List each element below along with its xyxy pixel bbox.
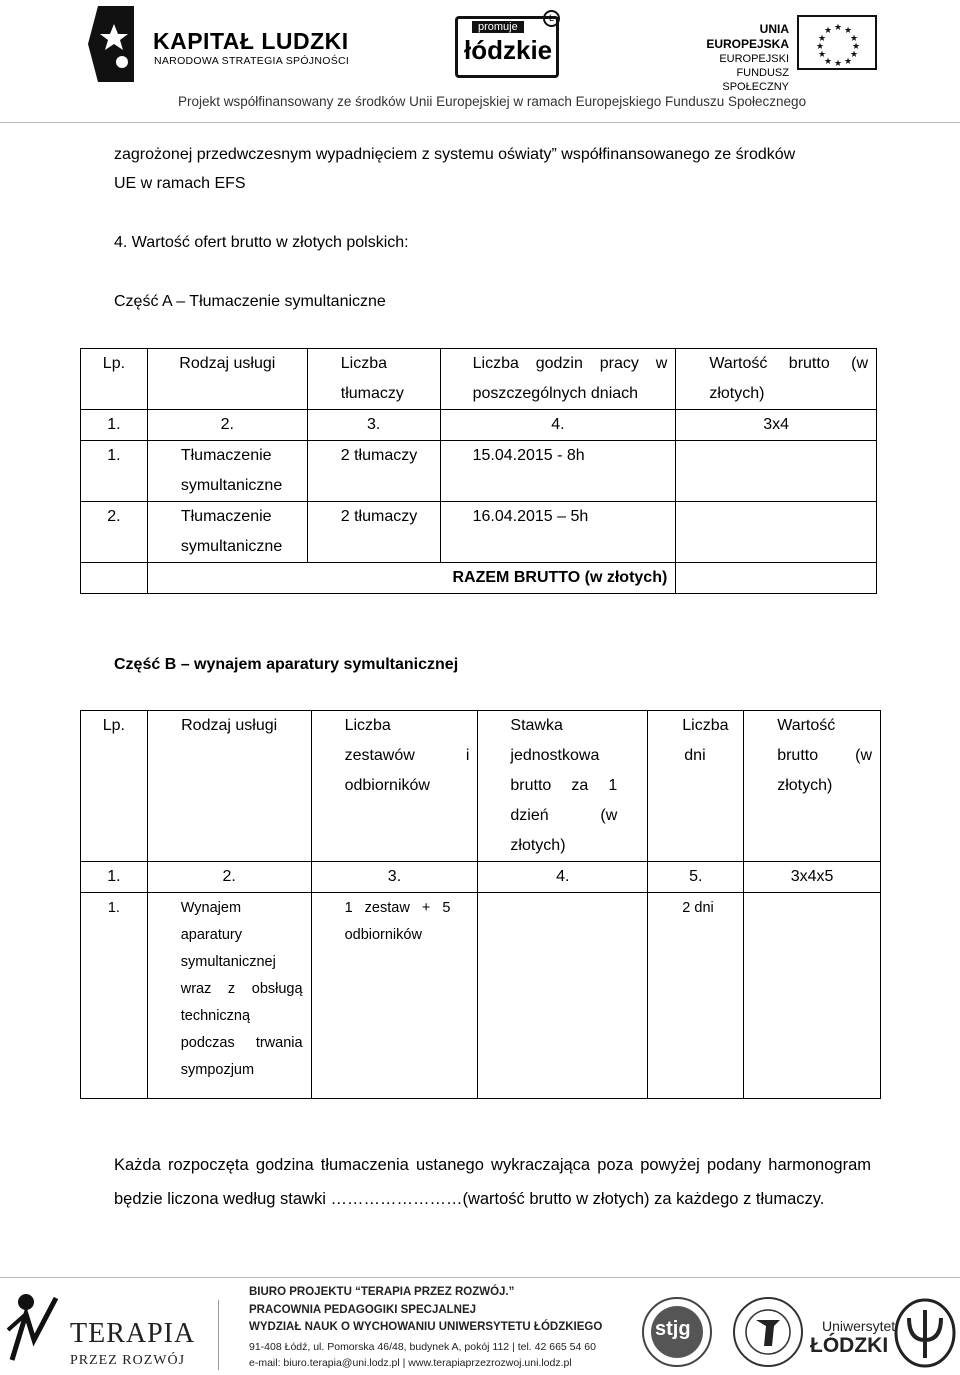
psi-logo-icon xyxy=(893,1296,957,1370)
footer-divider xyxy=(0,1277,960,1278)
header-divider xyxy=(0,122,960,123)
header-dni-line2: dni xyxy=(684,747,706,764)
promuje-lodzkie-logo xyxy=(455,16,559,78)
row-rodzaj-line: podczas trwania xyxy=(180,1035,303,1051)
num-cell: 3. xyxy=(307,410,440,441)
svg-text:★: ★ xyxy=(818,50,827,60)
num-cell: 1. xyxy=(81,410,148,441)
row-dni: 2 dni xyxy=(648,893,744,1099)
promuje-label: promuje xyxy=(472,21,524,33)
row-rodzaj xyxy=(147,502,307,563)
svg-text:★: ★ xyxy=(834,59,843,69)
row-rodzaj xyxy=(147,441,307,502)
row-liczba xyxy=(311,893,478,1099)
ue-line3: FUNDUSZ SPOŁECZNY xyxy=(722,67,789,93)
svg-text:★: ★ xyxy=(850,50,859,60)
svg-text:★: ★ xyxy=(850,34,859,44)
svg-text:★: ★ xyxy=(844,26,853,36)
row-lp: 1. xyxy=(81,893,148,1099)
uni-label-2: ŁÓDZKI xyxy=(810,1334,889,1357)
header-liczba-line2: tłumaczy xyxy=(340,385,404,402)
row-rodzaj-line: aparatury xyxy=(180,927,242,943)
num-cell: 1. xyxy=(81,862,148,893)
row-wartosc[interactable] xyxy=(744,893,881,1099)
table-total-row xyxy=(81,563,877,594)
num-cell: 2. xyxy=(147,410,307,441)
svg-text:★: ★ xyxy=(834,23,843,33)
header-godzin-line2: poszczególnych dniach xyxy=(472,385,639,402)
num-cell: 3. xyxy=(311,862,478,893)
header-wartosc xyxy=(676,349,877,410)
closing-paragraph: Każda rozpoczęta godzina tłumaczenia ustanego wykraczająca poza powyżej podany harmonogram będzie liczona według stawki ……………………(wartość brutto w złotych) za każdego z tłumaczy. xyxy=(114,1156,871,1208)
row-stawka[interactable] xyxy=(478,893,648,1099)
header-stawka-line1: Stawka xyxy=(510,717,563,734)
header-stawka-line5: złotych) xyxy=(510,837,566,854)
row-rodzaj-line: Wynajem xyxy=(180,900,242,916)
university-seal-icon xyxy=(732,1296,804,1368)
lodzkie-label: łódzkie xyxy=(464,35,553,65)
header-stawka-line4: dzień (w xyxy=(510,807,618,824)
row-lp: 1. xyxy=(81,441,148,502)
part-a-table xyxy=(80,348,877,594)
header-wartosc-line2: złotych) xyxy=(709,385,765,402)
row-rodzaj-line: techniczną xyxy=(180,1008,251,1024)
header-liczba-line2: zestawów i xyxy=(344,747,470,764)
num-cell: 3x4 xyxy=(676,410,877,441)
table-row xyxy=(81,893,881,1099)
part-a-title: Część A – Tłumaczenie symultaniczne xyxy=(114,293,386,310)
header-wartosc-line1: Wartość xyxy=(777,717,836,734)
table-number-row xyxy=(81,862,881,893)
header-wartosc-line1: Wartość brutto (w xyxy=(709,355,868,372)
header-liczba xyxy=(307,349,440,410)
row-wartosc[interactable] xyxy=(676,502,877,563)
header-stawka-line2: jednostkowa xyxy=(510,747,600,764)
table-row xyxy=(81,441,877,502)
kapital-ludzki-logo-icon xyxy=(84,4,144,84)
header-stawka-line3: brutto za 1 xyxy=(510,777,618,794)
kl-title: KAPITAŁ LUDZKI xyxy=(153,28,349,54)
num-cell: 2. xyxy=(147,862,311,893)
row-rodzaj-line: wraz z obsługą xyxy=(180,981,303,997)
row-rodzaj-line: symultanicznej xyxy=(180,954,276,970)
row-wartosc[interactable] xyxy=(676,441,877,502)
footer-line1: BIURO PROJEKTU “TERAPIA PRZEZ ROZWÓJ.” xyxy=(249,1286,515,1298)
header-godzin-line1: Liczba godzin pracy w xyxy=(472,355,668,372)
eu-flag-icon xyxy=(797,15,877,70)
ue-line1: UNIA EUROPEJSKA xyxy=(706,22,789,51)
footer-line2: PRACOWNIA PEDAGOGIKI SPECJALNEJ xyxy=(249,1304,477,1316)
intro-line1: zagrożonej przedwczesnym wypadnięciem z systemu oświaty” współfinansowanego ze środków xyxy=(114,146,796,163)
svg-text:★: ★ xyxy=(818,34,827,44)
row-godzin: 16.04.2015 – 5h xyxy=(440,502,676,563)
num-cell: 4. xyxy=(440,410,676,441)
header-liczba xyxy=(311,711,478,862)
total-label: RAZEM BRUTTO (w złotych) xyxy=(147,563,675,594)
table-header-row xyxy=(81,711,881,862)
header-wartosc xyxy=(744,711,881,862)
svg-text:★: ★ xyxy=(824,26,833,36)
euro-icon: Ł xyxy=(543,10,560,27)
ue-line2: EUROPEJSKI xyxy=(719,53,789,65)
part-b-table xyxy=(80,710,881,1099)
stjg-label: stjg xyxy=(655,1318,691,1340)
header-stawka xyxy=(478,711,648,862)
header-lp: Lp. xyxy=(81,711,148,862)
total-empty xyxy=(81,563,148,594)
header-rodzaj: Rodzaj usługi xyxy=(147,349,307,410)
terapia-label: TERAPIA xyxy=(70,1318,196,1349)
uni-label-1: Uniwersytet xyxy=(822,1318,896,1334)
header-liczba-line1: Liczba xyxy=(340,355,387,372)
header-godzin xyxy=(440,349,676,410)
header-dni xyxy=(648,711,744,862)
num-cell: 4. xyxy=(478,862,648,893)
num-cell: 5. xyxy=(648,862,744,893)
svg-text:★: ★ xyxy=(816,42,825,52)
kl-subtitle: NARODOWA STRATEGIA SPÓJNOŚCI xyxy=(154,55,350,67)
row-rodzaj-line1: Tłumaczenie xyxy=(180,447,272,464)
row-liczba-line: odbiorników xyxy=(344,927,422,943)
header-liczba-line3: odbiorników xyxy=(344,777,430,794)
header-dni-line1: Liczba xyxy=(682,717,729,734)
row-liczba: 2 tłumaczy xyxy=(307,441,440,502)
header-wartosc-line3: złotych) xyxy=(777,777,833,794)
svg-text:★: ★ xyxy=(844,57,853,67)
footer-separator xyxy=(218,1300,219,1370)
header-lp: Lp. xyxy=(81,349,148,410)
row-rodzaj-line1: Tłumaczenie xyxy=(180,508,272,525)
przez-rozwoj-label: PRZEZ ROZWÓJ xyxy=(70,1353,186,1368)
footer-address: 91-408 Łódź, ul. Pomorska 46/48, budynek A, pokój 112 | tel. 42 665 54 60 xyxy=(249,1341,596,1353)
row-liczba: 2 tłumaczy xyxy=(307,502,440,563)
table-row xyxy=(81,502,877,563)
footer-line3: WYDZIAŁ NAUK O WYCHOWANIU UNIWERSYTETU ŁÓDZKIEGO xyxy=(249,1321,603,1333)
row-liczba-line: 1 zestaw + 5 xyxy=(344,900,451,916)
terapia-figure-icon xyxy=(4,1290,66,1370)
section-4-heading: 4. Wartość ofert brutto w złotych polskich: xyxy=(114,234,409,251)
intro-line2: UE w ramach EFS xyxy=(114,175,246,192)
ue-text xyxy=(683,22,789,94)
table-header-row xyxy=(81,349,877,410)
header-wartosc-line2: brutto (w xyxy=(777,747,872,764)
row-rodzaj xyxy=(147,893,311,1099)
header-rodzaj: Rodzaj usługi xyxy=(147,711,311,862)
num-cell: 3x4x5 xyxy=(744,862,881,893)
row-lp: 2. xyxy=(81,502,148,563)
part-b-title: Część B – wynajem aparatury symultanicznej xyxy=(114,656,459,673)
row-rodzaj-line: sympozjum xyxy=(180,1062,255,1078)
row-rodzaj-line2: symultaniczne xyxy=(180,538,283,555)
footer-contact: e-mail: biuro.terapia@uni.lodz.pl | www.terapiaprzezrozwoj.uni.lodz.pl xyxy=(249,1357,572,1369)
header-liczba-line1: Liczba xyxy=(344,717,391,734)
total-value[interactable] xyxy=(676,563,877,594)
header-caption: Projekt współfinansowany ze środków Unii Europejskiej w ramach Europejskiego Funduszu Społecznego xyxy=(178,94,807,109)
svg-text:★: ★ xyxy=(824,57,833,67)
table-number-row xyxy=(81,410,877,441)
svg-text:★: ★ xyxy=(852,42,861,52)
row-rodzaj-line2: symultaniczne xyxy=(180,477,283,494)
row-godzin: 15.04.2015 - 8h xyxy=(440,441,676,502)
